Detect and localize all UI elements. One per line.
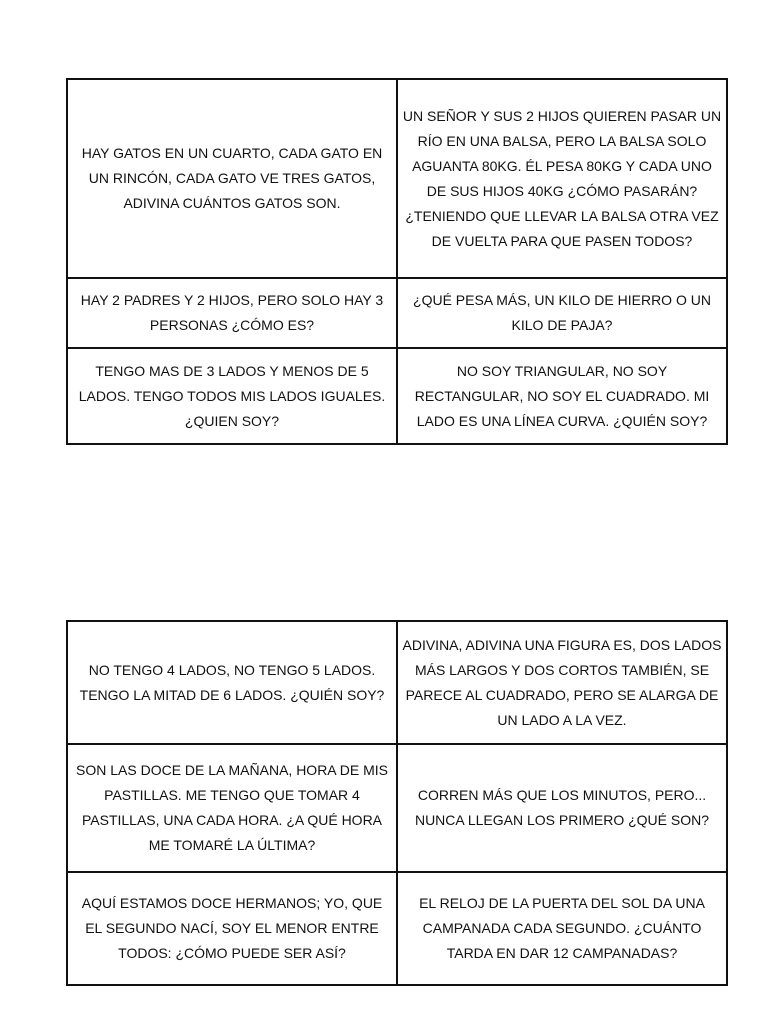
riddle-cell: SON LAS DOCE DE LA MAÑANA, HORA DE MIS PASTILLAS. ME TENGO QUE TOMAR 4 PASTILLAS, UNA CADA HORA. ¿A QUÉ HORA ME TOMARÉ LA ÚLTIMA? [67, 744, 397, 872]
riddle-cell: NO SOY TRIANGULAR, NO SOY RECTANGULAR, NO SOY EL CUADRADO. MI LADO ES UNA LÍNEA CURVA. ¿QUIÉN SOY? [397, 348, 727, 444]
table-row [67, 621, 727, 744]
riddle-cell: AQUÍ ESTAMOS DOCE HERMANOS; YO, QUE EL SEGUNDO NACÍ, SOY EL MENOR ENTRE TODOS: ¿CÓMO PUEDE SER ASÍ? [67, 872, 397, 985]
riddle-table-2 [66, 620, 728, 986]
riddle-cell: NO TENGO 4 LADOS, NO TENGO 5 LADOS. TENGO LA MITAD DE 6 LADOS. ¿QUIÉN SOY? [67, 621, 397, 744]
table-row [67, 348, 727, 444]
table-row [67, 79, 727, 278]
riddle-cell: UN SEÑOR Y SUS 2 HIJOS QUIEREN PASAR UN RÍO EN UNA BALSA, PERO LA BALSA SOLO AGUANTA 80KG. ÉL PESA 80KG Y CADA UNO DE SUS HIJOS 40KG ¿CÓMO PASARÁN? ¿TENIENDO QUE LLEVAR LA BALSA OTRA VEZ DE VUELTA PARA QUE PASEN TODOS? [397, 79, 727, 278]
riddle-cell: ADIVINA, ADIVINA UNA FIGURA ES, DOS LADOS MÁS LARGOS Y DOS CORTOS TAMBIÉN, SE PARECE AL CUADRADO, PERO SE ALARGA DE UN LADO A LA VEZ. [397, 621, 727, 744]
riddle-cell: EL RELOJ DE LA PUERTA DEL SOL DA UNA CAMPANADA CADA SEGUNDO. ¿CUÁNTO TARDA EN DAR 12 CAMPANADAS? [397, 872, 727, 985]
riddle-cell: ¿QUÉ PESA MÁS, UN KILO DE HIERRO O UN KILO DE PAJA? [397, 278, 727, 348]
riddle-cell: TENGO MAS DE 3 LADOS Y MENOS DE 5 LADOS. TENGO TODOS MIS LADOS IGUALES. ¿QUIEN SOY? [67, 348, 397, 444]
riddle-cell: CORREN MÁS QUE LOS MINUTOS, PERO... NUNCA LLEGAN LOS PRIMERO ¿QUÉ SON? [397, 744, 727, 872]
table-row [67, 872, 727, 985]
table-row [67, 744, 727, 872]
riddle-cell: HAY GATOS EN UN CUARTO, CADA GATO EN UN RINCÓN, CADA GATO VE TRES GATOS, ADIVINA CUÁNTOS GATOS SON. [67, 79, 397, 278]
riddle-table-1 [66, 78, 728, 445]
riddle-cell: HAY 2 PADRES Y 2 HIJOS, PERO SOLO HAY 3 PERSONAS ¿CÓMO ES? [67, 278, 397, 348]
table-row [67, 278, 727, 348]
